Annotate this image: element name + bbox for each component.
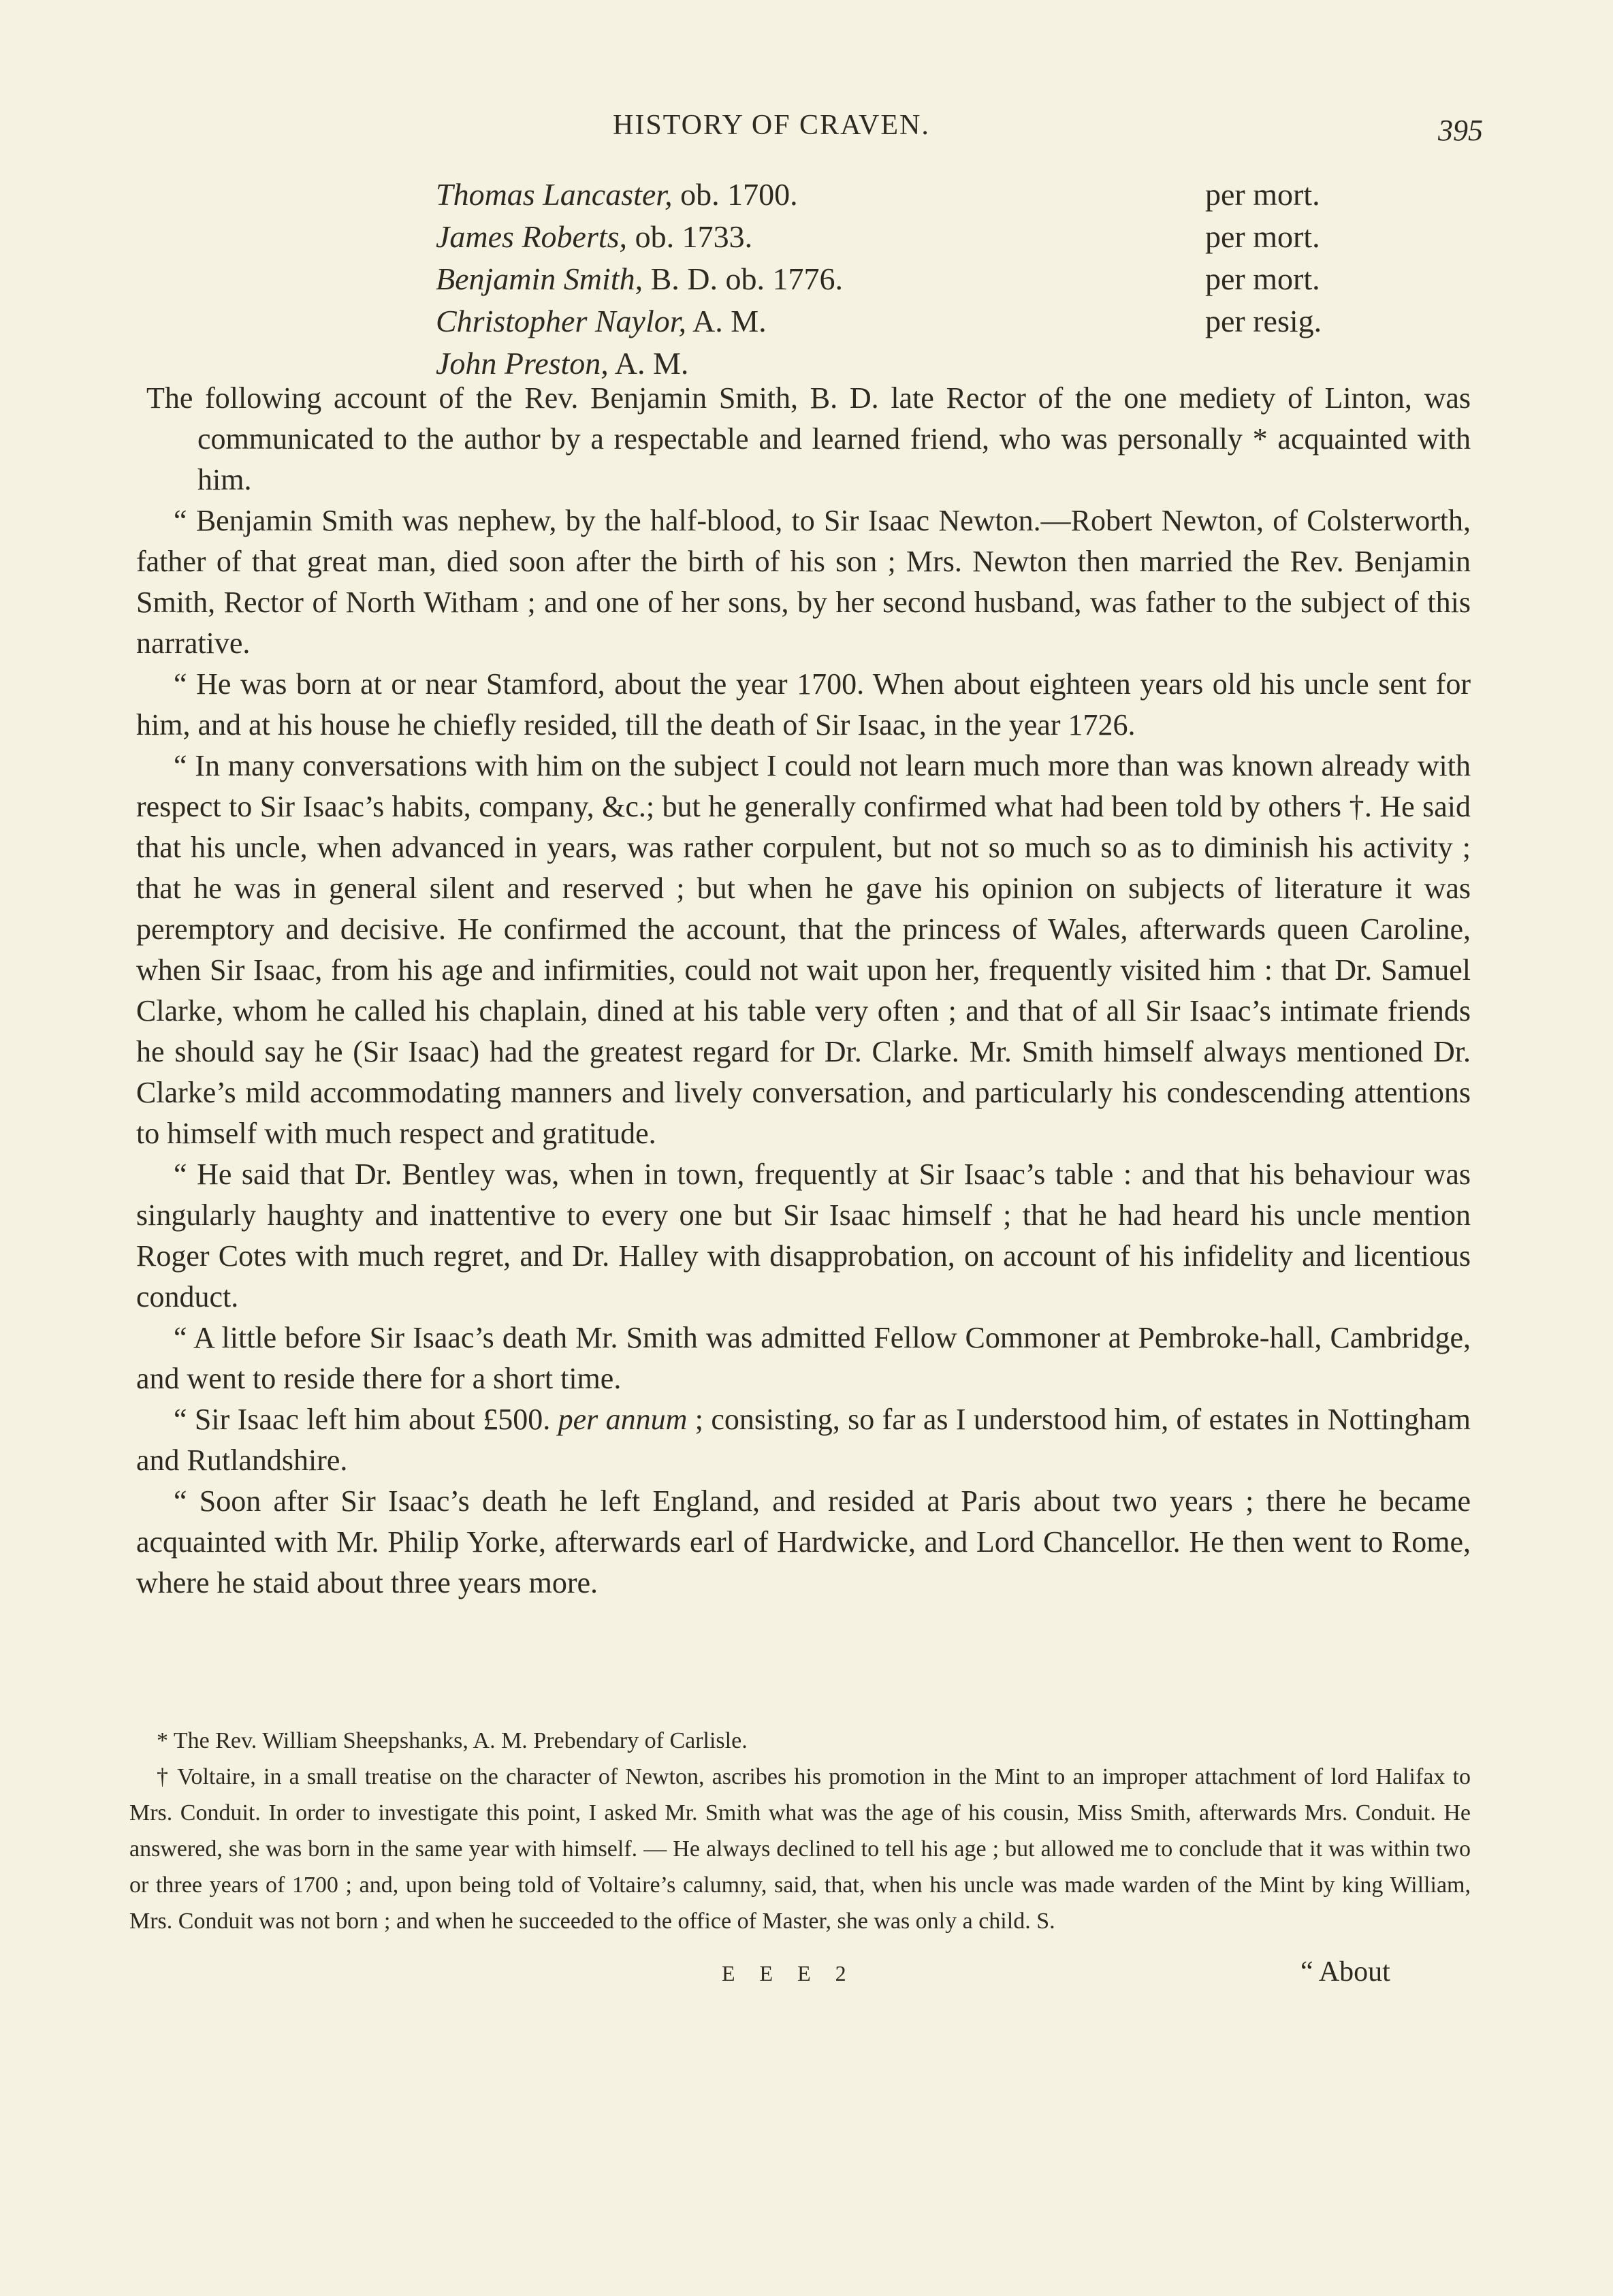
quote-paragraph: “ Benjamin Smith was nephew, by the half-blood, to Sir Isaac Newton.—Robert Newton, of Colsterworth, father of that great man, died soon after the birth of his son ; Mrs. Newton then married the Rev. Benjamin Smith, Rector of North Witham ; and one of her sons, by her second husband, was father to the subject of this narrative. xyxy=(136,504,1471,660)
page-number: 395 xyxy=(1438,114,1483,147)
paragraph-text: ; consisting, so far as I understood him, of estates in Nottingham and Rutlandshire. xyxy=(136,1403,1471,1477)
rector-reason: per mort. xyxy=(1205,177,1320,212)
rector-list xyxy=(436,174,1389,385)
quote-paragraph: “ Soon after Sir Isaac’s death he left England, and resided at Paris about two years ; there he became acquainted with Mr. Philip Yorke, afterwards earl of Hardwicke, and Lord Chancellor. He then went to Rome, where he staid about three years more. xyxy=(136,1484,1471,1599)
rector-name: Thomas Lancaster, xyxy=(436,177,673,212)
rector-reason: per resig. xyxy=(1205,304,1322,338)
rector-name: John Preston, xyxy=(436,346,609,381)
rector-detail: A. M. xyxy=(608,346,689,381)
rector-detail: ob. 1700. xyxy=(672,177,798,212)
quote-paragraph: “ He said that Dr. Bentley was, when in town, frequently at Sir Isaac’s table : and that his behaviour was singularly haughty and inattentive to every one but Sir Isaac himself ; that he had heard his uncle mention Roger Cotes with much regret, and Dr. Halley with disapprobation, on account of his infidelity and licentious conduct. xyxy=(136,1158,1471,1313)
rector-detail: A. M. xyxy=(686,304,767,338)
rector-entry xyxy=(436,258,1389,300)
paragraph-text: “ Sir Isaac left him about £500. xyxy=(174,1403,558,1436)
rector-detail: ob. 1733. xyxy=(627,219,753,254)
rector-reason: per mort. xyxy=(1205,219,1320,254)
rector-name: Christopher Naylor, xyxy=(436,304,687,338)
rector-reason: per mort. xyxy=(1205,261,1320,296)
quote-paragraph xyxy=(136,1399,1471,1481)
rector-entry xyxy=(436,300,1389,342)
quote-paragraph: “ A little before Sir Isaac’s death Mr. Smith was admitted Fellow Commoner at Pembroke-hall, Cambridge, and went to reside there for a short time. xyxy=(136,1321,1471,1395)
quote-paragraph: “ In many conversations with him on the subject I could not learn much more than was known already with respect to Sir Isaac’s habits, company, &c.; but he generally confirmed what had been told by others †. He said that his uncle, when advanced in years, was rather corpulent, but not so much so as to diminish his activity ; that he was in general silent and reserved ; but when he gave his opinion on subjects of literature it was peremptory and decisive. He confirmed the account, that the princess of Wales, afterwards queen Caroline, when Sir Isaac, from his age and infirmities, could not wait upon her, frequently visited him : that Dr. Samuel Clarke, whom he called his chaplain, dined at his table very often ; and that of all Sir Isaac’s intimate friends he should say he (Sir Isaac) had the greatest regard for Dr. Clarke. Mr. Smith himself always mentioned Dr. Clarke’s mild accommodating manners and lively conversation, and particularly his condescending attentions to himself with much respect and gratitude. xyxy=(136,749,1471,1150)
intro-paragraph: The following account of the Rev. Benjamin Smith, B. D. late Rector of the one mediety of Linton, was communicated to the author by a respectable and learned friend, who was personally * acquainted with him. xyxy=(146,381,1471,496)
signature-mark: E E E 2 xyxy=(722,1961,856,1986)
italic-phrase: per annum xyxy=(558,1403,688,1436)
main-text xyxy=(136,378,1471,1604)
footnote: † Voltaire, in a small treatise on the character of Newton, ascribes his promotion in the Mint to an improper attachment of lord Halifax to Mrs. Conduit. In order to investigate this point, I asked Mr. Smith what was the age of his cousin, Miss Smith, afterwards Mrs. Conduit. He answered, she was born in the same year with himself. — He always declined to tell his age ; but allowed me to conclude that it was within two or three years of 1700 ; and, upon being told of Voltaire’s calumny, said, that, when his uncle was made warden of the Mint by king William, Mrs. Conduit was not born ; and when he succeeded to the office of Master, she was only a child. S. xyxy=(129,1764,1471,1934)
footnote: * The Rev. William Sheepshanks, A. M. Prebendary of Carlisle. xyxy=(157,1728,748,1753)
rector-entry xyxy=(436,174,1389,216)
footnotes xyxy=(129,1723,1471,1939)
running-head: HISTORY OF CRAVEN. xyxy=(613,110,930,141)
rector-detail: B. D. ob. 1776. xyxy=(643,261,843,296)
rector-name: Benjamin Smith, xyxy=(436,261,643,296)
quote-paragraph: “ He was born at or near Stamford, about the year 1700. When about eighteen years old his uncle sent for him, and at his house he chiefly resided, till the death of Sir Isaac, in the year 1726. xyxy=(136,667,1471,742)
rector-entry xyxy=(436,216,1389,258)
catchword: “ About xyxy=(1300,1956,1390,1988)
rector-name: James Roberts, xyxy=(436,219,628,254)
